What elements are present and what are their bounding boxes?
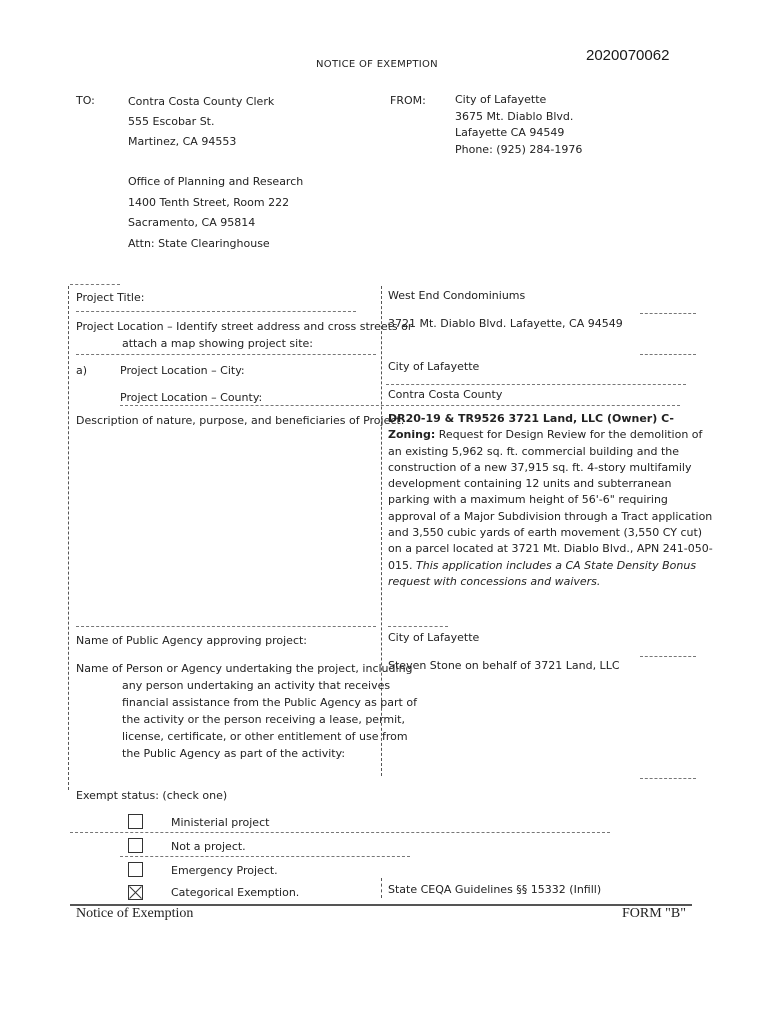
footer-form-name: Notice of Exemption <box>76 906 194 921</box>
item-a-marker: a) <box>76 364 88 377</box>
person-agency-label: Name of Person or Agency undertaking the project, including any person undertaking an activity that receives financial assistance from the Public Agency as part of the activity or the person receiving a lease, permit, license, certificate, or other entitlement of use from the Public Agency as part of the activity: <box>76 662 417 760</box>
description-label: Description of nature, purpose, and beneficiaries of Project: <box>76 414 405 427</box>
ministerial-checkbox[interactable] <box>128 814 143 829</box>
ceqa-guideline-reference: State CEQA Guidelines §§ 15332 (Infill) <box>388 883 602 896</box>
address-line: 555 Escobar St. <box>128 115 215 128</box>
description-body: Request for Design Review for the demolition of an existing 5,962 sq. ft. commercial building and the construction of a new 37,915 sq. ft. 4-story multifamily development containing 12 units and subterranean parking with a maximum height of 56'-6" requiring approval of a Major Subdivision through a Tract application and 3,550 cubic yards of earth movement (3,550 CY cut) on a parcel located at 3721 Mt. Diablo Blvd., APN 241-050-015. <box>388 428 713 572</box>
address-line: Contra Costa County Clerk <box>128 95 275 108</box>
from-label: FROM: <box>390 94 426 107</box>
form-divider <box>381 878 382 898</box>
project-county-value: Contra Costa County <box>388 388 503 401</box>
address-line: Phone: (925) 284-1976 <box>455 142 583 156</box>
form-rule <box>388 626 448 627</box>
address-line: Lafayette CA 94549 <box>455 126 565 139</box>
address-line: 1400 Tenth Street, Room 222 <box>128 195 290 209</box>
form-rule <box>120 856 410 857</box>
form-rule <box>76 626 376 627</box>
project-city-label: Project Location – City: <box>120 364 245 377</box>
address-line: Attn: State Clearinghouse <box>128 236 270 250</box>
address-line: 3675 Mt. Diablo Blvd. <box>455 109 574 123</box>
description-note: This application includes a CA State Density Bonus request with concessions and waivers. <box>388 558 697 588</box>
project-city-value: City of Lafayette <box>388 360 480 373</box>
form-rule <box>70 832 610 833</box>
to-label: TO: <box>76 94 95 107</box>
description-project-id: DR20-19 & TR9526 3721 Land, LLC (Owner) C-Zoning: <box>388 412 674 442</box>
form-rule <box>640 354 696 355</box>
project-location-value: 3721 Mt. Diablo Blvd. Lafayette, CA 94549 <box>388 317 623 330</box>
project-title-value: West End Condominiums <box>388 289 526 302</box>
form-rule <box>76 354 376 355</box>
address-line: Sacramento, CA 95814 <box>128 216 256 229</box>
project-title-label: Project Title: <box>76 291 145 304</box>
page-title: NOTICE OF EXEMPTION <box>316 59 438 70</box>
categorical-exemption-option-label: Categorical Exemption. <box>171 886 300 899</box>
form-rule <box>76 311 356 312</box>
from-address <box>455 92 582 158</box>
address-line: Office of Planning and Research <box>128 175 304 188</box>
person-agency-value: Steven Stone on behalf of 3721 Land, LLC <box>388 659 620 672</box>
address-line: Martinez, CA 94553 <box>128 135 237 148</box>
form-border-left <box>68 286 69 790</box>
form-rule <box>640 313 696 314</box>
form-rule <box>386 384 686 385</box>
project-county-label: Project Location – County: <box>120 391 263 404</box>
project-location-label: Project Location – Identify street address and cross streets or attach a map showing project site: <box>76 320 413 350</box>
emergency-project-option-label: Emergency Project. <box>171 864 278 877</box>
address-line: City of Lafayette <box>455 93 547 106</box>
form-rule <box>640 778 696 779</box>
not-a-project-option-label: Not a project. <box>171 840 246 853</box>
emergency-project-checkbox[interactable] <box>128 862 143 877</box>
public-agency-value: City of Lafayette <box>388 631 480 644</box>
ministerial-option-label: Ministerial project <box>171 816 270 829</box>
to-county-clerk-address <box>128 92 274 152</box>
not-a-project-checkbox[interactable] <box>128 838 143 853</box>
footer-form-code: FORM "B" <box>622 906 686 921</box>
public-agency-label: Name of Public Agency approving project: <box>76 634 308 647</box>
categorical-exemption-checkbox[interactable] <box>128 885 143 900</box>
document-number: 2020070062 <box>586 47 670 64</box>
form-rule <box>640 656 696 657</box>
project-description <box>388 411 713 590</box>
exempt-status-label: Exempt status: (check one) <box>76 789 228 802</box>
to-opr-address <box>128 172 303 254</box>
form-rule <box>70 284 120 285</box>
